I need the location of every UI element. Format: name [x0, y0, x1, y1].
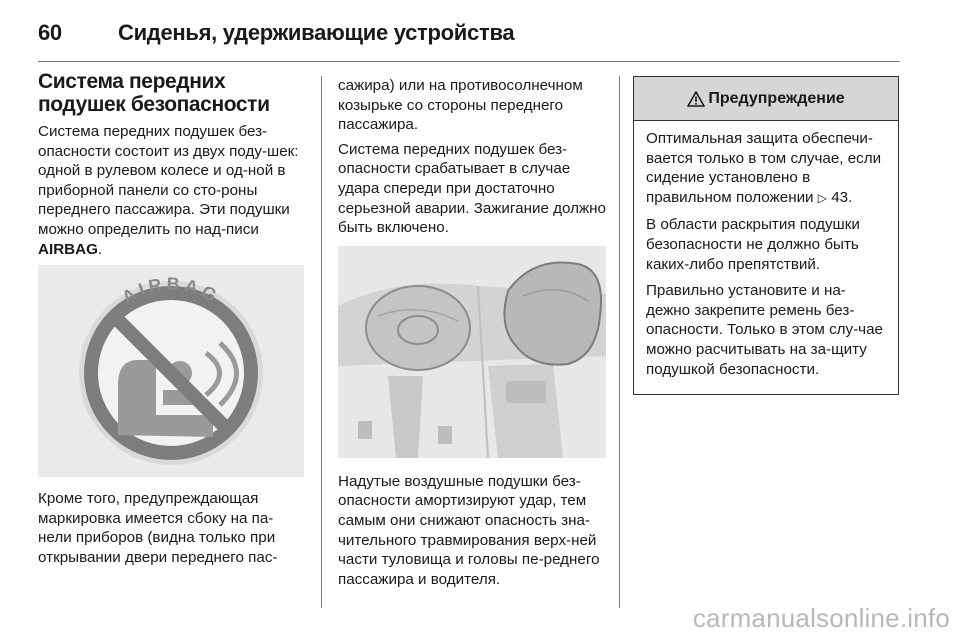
warning-header [634, 77, 898, 121]
warning-body [634, 121, 898, 394]
warning-box [633, 76, 899, 395]
intro-paragraph [38, 122, 304, 259]
section-title: Система передних подушек безопасности [38, 70, 270, 116]
warning-title: Предупреждение [708, 89, 845, 107]
page-reference-link[interactable]: 43 [831, 188, 849, 206]
warning-triangle-icon [687, 91, 705, 107]
seat-position-text-end: . [848, 188, 853, 206]
protection-paragraph: Надутые воздушные подушки без-опасности амортизируют удар, тем самым они снижают опасность зна-чительного травмирования верх-ней части туловища и головы пе-реднего пассажира и водителя. [338, 472, 600, 588]
airbag-warning-figure [38, 265, 304, 477]
column-divider-2 [619, 76, 620, 608]
obstruction-paragraph: В области раскрытия подушки безопасности не должно быть каких-либо препятствий. [646, 216, 860, 273]
deployment-paragraph: Система передних подушек без-опасности срабатывает в случае удара спереди при достаточно серьезной аварии. Зажигание должно быть включено. [338, 140, 606, 237]
column-divider-1 [321, 76, 322, 608]
watermark-text: carmanualsonline.info [692, 603, 950, 633]
visor-paragraph: сажира) или на противосолнечном козырьке со стороны переднего пассажира. [338, 77, 583, 134]
page-header [38, 18, 918, 62]
running-head: Сиденья, удерживающие устройства [118, 20, 515, 45]
reference-arrow-icon: ▷ [817, 190, 827, 205]
header-rule [38, 61, 900, 62]
seat-position-paragraph [646, 129, 888, 208]
marking-paragraph: Кроме того, предупреждающая маркировка имеется сбоку на па-нели приборов (видна только при открывании двери переднего пас- [38, 490, 278, 566]
column-left [38, 70, 304, 573]
deployed-airbags-illustration [338, 246, 606, 458]
intro-text-end: . [97, 240, 103, 258]
intro-text: Система передних подушек без-опасности состоит из двух поду-шек: одной в рулевом колесе и од-ной в приборной панели со сто-роны переднего пассажира. Эти подушки можно определить по над-писи [38, 123, 299, 238]
column-middle [338, 76, 606, 594]
no-child-seat-airbag-icon [38, 265, 304, 477]
page-number: 60 [38, 20, 62, 45]
column-right [633, 76, 899, 395]
seatbelt-paragraph: Правильно установите и на-дежно закрепите ремень без-опасности. Только в этом слу-чае можно расчитывать на за-щиту подушкой безопасности. [646, 282, 883, 378]
deployed-airbags-figure [338, 246, 606, 458]
seat-position-text: Оптимальная защита обеспечи-вается только в том случае, если сидение установлено в правильном положении [646, 130, 882, 206]
airbag-arc-label: AIRBAG [118, 273, 224, 308]
airbag-label-text: AIRBAG [38, 240, 98, 258]
